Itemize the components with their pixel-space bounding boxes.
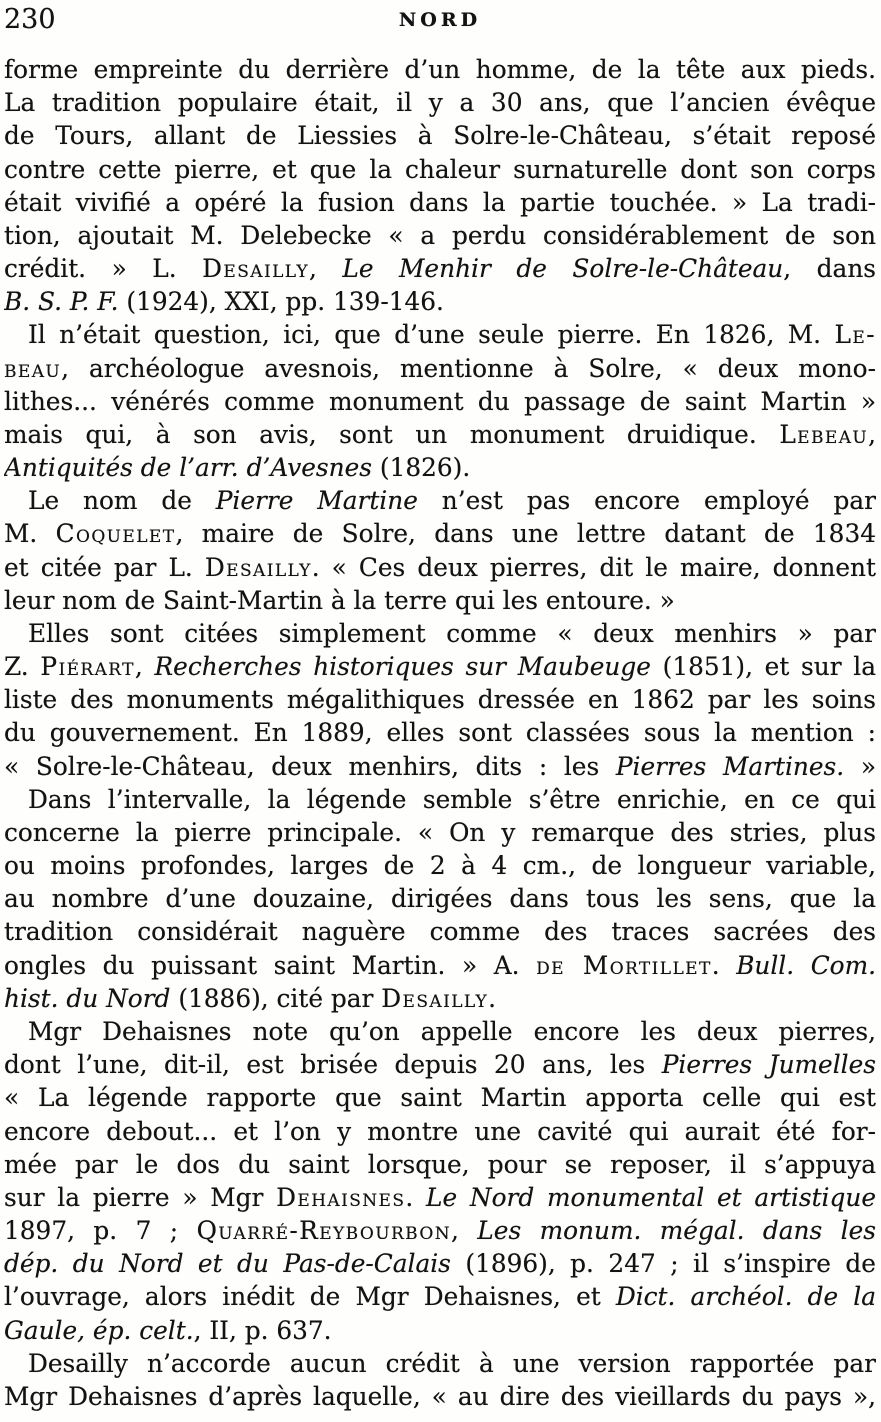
text-run: Mgr Dehaisnes d’après laquelle, « au dire des vieillards du pays », <box>4 1381 876 1411</box>
italic-run: Pierres Jumelles <box>661 1050 876 1080</box>
smallcaps-run: Le- <box>834 320 876 350</box>
text-run: l’ouvrage, alors inédit de Mgr Dehaisnes, et <box>4 1282 616 1312</box>
text-line <box>4 385 876 418</box>
italic-run: Le Nord monumental et artistique <box>426 1182 876 1212</box>
italic-run: Pierre Martine <box>215 486 418 516</box>
page-body <box>4 53 876 1413</box>
text-run: leur nom de Saint-Martin à la terre qui les entoure. » <box>4 585 675 615</box>
text-line <box>4 1280 876 1313</box>
text-line <box>4 1048 876 1081</box>
text-run: . <box>488 983 497 1013</box>
text-run: tion, ajoutait M. Delebecke « a perdu considérablement de son <box>4 220 876 250</box>
text-run: de Tours, allant de Liessies à Solre-le-Château, s’était reposé <box>4 121 876 151</box>
text-line <box>4 352 876 385</box>
text-line <box>4 683 876 716</box>
text-line <box>4 318 876 351</box>
text-line <box>4 783 876 816</box>
text-line <box>4 119 876 152</box>
text-run: Z. <box>4 652 41 682</box>
text-run: 1897, p. 7 ; <box>4 1216 197 1246</box>
text-line <box>4 650 876 683</box>
text-run: encore debout... et l’on y montre une cavité qui aurait été for- <box>4 1116 876 1146</box>
italic-run: dép. du Nord et du Pas-de-Calais <box>4 1249 451 1279</box>
text-line <box>4 1380 876 1413</box>
smallcaps-run: Piérart <box>40 652 135 682</box>
text-line <box>4 949 876 982</box>
italic-run: Bull. Com. <box>736 950 876 980</box>
text-line <box>4 617 876 650</box>
paragraph <box>4 1347 876 1413</box>
text-run: ongles du puissant saint Martin. » A. <box>4 950 537 980</box>
page-header <box>4 6 876 34</box>
smallcaps-run: beau <box>4 353 62 383</box>
text-run: , maire de Solre, dans une lettre datant de 1834 <box>175 519 876 549</box>
smallcaps-run: Coquelet <box>55 519 176 549</box>
text-run: Dans l’intervalle, la légende semble s’être enrichie, en ce qui <box>28 784 876 814</box>
text-run: . <box>405 1182 427 1212</box>
paragraph <box>4 318 876 484</box>
text-run: contre cette pierre, et que la chaleur surnaturelle dont son corps <box>4 154 876 184</box>
italic-run: Dict. archéol. de la <box>615 1282 876 1312</box>
italic-run: Pierres Martines. <box>615 751 845 781</box>
text-run: (1924), XXI, pp. 139-146. <box>118 287 444 317</box>
page-number: 230 <box>4 4 56 35</box>
text-line <box>4 153 876 186</box>
text-run: « Solre-le-Château, deux menhirs, dits : les <box>4 751 616 781</box>
text-line <box>4 1148 876 1181</box>
text-run: , <box>134 652 155 682</box>
text-run: (1886), cité par <box>170 983 382 1013</box>
italic-run: Le Menhir de Solre-le-Château <box>342 254 784 284</box>
smallcaps-run: Lebeau <box>779 419 869 449</box>
text-line <box>4 1081 876 1114</box>
text-line <box>4 849 876 882</box>
smallcaps-run: Desailly <box>204 552 312 582</box>
text-run: La tradition populaire était, il y a 30 ans, que l’ancien évêque <box>4 88 876 118</box>
text-run: dont l’une, dit-il, est brisée depuis 20 ans, les <box>4 1050 662 1080</box>
text-line <box>4 1347 876 1380</box>
italic-run: Antiquités de l’arr. d’Avesnes <box>4 453 373 483</box>
text-line <box>4 252 876 285</box>
text-line <box>4 716 876 749</box>
text-run: , archéologue avesnois, mentionne à Solre, « deux mono- <box>61 353 876 383</box>
smallcaps-run: Quarré-Reybourbon <box>196 1216 451 1246</box>
smallcaps-run: Desailly <box>202 254 309 284</box>
text-run: mée par le dos du saint lorsque, pour se reposer, il s’appuya <box>4 1149 876 1179</box>
text-line <box>4 1115 876 1148</box>
italic-run: Les monum. mégal. dans les <box>477 1216 876 1246</box>
text-line <box>4 86 876 119</box>
paragraph <box>4 53 876 318</box>
italic-run: hist. du Nord <box>4 983 171 1013</box>
smallcaps-run: Desailly <box>381 983 489 1013</box>
text-run: crédit. » L. <box>4 254 203 284</box>
text-run: mais qui, à son avis, sont un monument druidique. <box>4 419 780 449</box>
text-line <box>4 186 876 219</box>
text-line <box>4 285 876 318</box>
text-line <box>4 1214 876 1247</box>
text-run: . « Ces deux pierres, dit le maire, donnent <box>311 552 876 582</box>
text-line <box>4 1247 876 1280</box>
text-run: du gouvernement. En 1889, elles sont classées sous la mention : <box>4 718 876 748</box>
text-run: « La légende rapporte que saint Martin apporta celle qui est <box>4 1083 876 1113</box>
text-run: (1851), et sur la <box>650 652 876 682</box>
text-line <box>4 517 876 550</box>
text-run: (1826). <box>372 453 471 483</box>
text-line <box>4 1181 876 1214</box>
text-run: , <box>868 419 876 449</box>
smallcaps-run: de Mortillet <box>536 950 712 980</box>
text-run: concerne la pierre principale. « On y remarque des stries, plus <box>4 817 876 847</box>
running-title: NORD <box>398 9 482 31</box>
text-line <box>4 219 876 252</box>
text-run: , II, p. 637. <box>193 1315 332 1345</box>
italic-run: Gaule, ép. celt. <box>4 1315 194 1345</box>
text-line <box>4 1015 876 1048</box>
text-run: Il n’était question, ici, que d’une seule pierre. En 1826, M. <box>28 320 835 350</box>
text-run: M. <box>4 519 56 549</box>
text-line <box>4 53 876 86</box>
text-line <box>4 816 876 849</box>
text-line <box>4 915 876 948</box>
text-run: Elles sont citées simplement comme « deux menhirs » par <box>28 618 876 648</box>
paragraph <box>4 617 876 783</box>
text-line <box>4 584 876 617</box>
text-run: ou moins profondes, larges de 2 à 4 cm., de longueur variable, <box>4 851 876 881</box>
text-run: forme empreinte du derrière d’un homme, de la tête aux pieds. <box>4 55 876 84</box>
text-run: . <box>711 950 737 980</box>
text-run: , <box>450 1216 478 1246</box>
text-run: , dans <box>783 254 876 284</box>
text-line <box>4 418 876 451</box>
text-run: lithes... vénérés comme monument du passage de saint Martin » <box>4 386 876 416</box>
paragraph <box>4 484 876 617</box>
text-line <box>4 882 876 915</box>
paragraph <box>4 783 876 1015</box>
text-line <box>4 451 876 484</box>
text-run: au nombre d’une douzaine, dirigées dans tous les sens, que la <box>4 884 876 914</box>
text-line <box>4 551 876 584</box>
text-run: , <box>308 254 343 284</box>
text-line <box>4 484 876 517</box>
text-run: Desailly n’accorde aucun crédit à une version rapportée par <box>28 1348 876 1378</box>
text-run: Le nom de <box>28 486 216 516</box>
smallcaps-run: Dehaisnes <box>276 1182 406 1212</box>
text-line <box>4 982 876 1015</box>
text-line <box>4 1314 876 1347</box>
paragraph <box>4 1015 876 1347</box>
text-run: n’est pas encore employé par <box>417 486 876 516</box>
text-run: était vivifié a opéré la fusion dans la partie touchée. » La tradi- <box>4 187 876 217</box>
text-run: Mgr Dehaisnes note qu’on appelle encore les deux pierres, <box>28 1016 876 1046</box>
text-line <box>4 750 876 783</box>
text-run: (1896), p. 247 ; il s’inspire de <box>450 1249 876 1279</box>
italic-run: Recherches historiques sur Maubeuge <box>154 652 651 682</box>
italic-run: B. S. P. F. <box>4 287 119 317</box>
text-run: et citée par L. <box>4 552 205 582</box>
text-run: sur la pierre » Mgr <box>4 1182 277 1212</box>
text-run: liste des monuments mégalithiques dressée en 1862 par les soins <box>4 685 876 715</box>
text-run: tradition considérait naguère comme des traces sacrées des <box>4 917 876 947</box>
text-run: » <box>844 751 876 781</box>
